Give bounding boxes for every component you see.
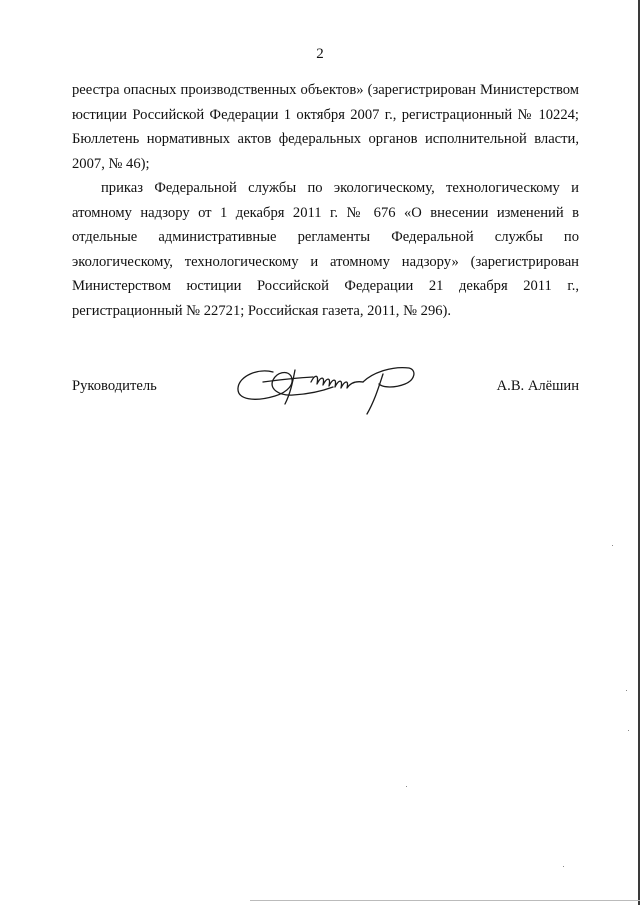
page-number: 2 <box>316 46 324 62</box>
scan-speck <box>406 786 407 787</box>
scan-speck <box>628 730 629 731</box>
paragraph-continuation: реестра опасных производственных объектов» (зарегистрирован Министерством юстиции Российской Федерации 1 октября 2007 г., регистрационный № 10224; Бюллетень нормативных актов федеральных органов исполнительной власти, 2007, № 46); <box>72 82 579 172</box>
scan-artifact-bottom-line <box>250 900 640 901</box>
scan-speck <box>612 545 613 546</box>
position-title: Руководитель <box>72 378 157 394</box>
scan-speck <box>563 866 564 867</box>
signer-name: А.В. Алёшин <box>496 378 579 394</box>
scan-speck <box>626 690 627 691</box>
body-text <box>72 78 579 323</box>
paragraph-order-reference: приказ Федеральной службы по экологическому, технологическому и атомному надзору от 1 декабря 2011 г. № 676 «О внесении изменений в отдельные административные регламенты Федеральной службы по экологическому, технологическому и атомному надзору» (зарегистрирован Министерством юстиции Российской Федерации 21 декабря 2011 г., регистрационный № 22721; Российская газета, 2011, № 296). <box>72 180 579 319</box>
handwritten-signature <box>233 362 423 422</box>
